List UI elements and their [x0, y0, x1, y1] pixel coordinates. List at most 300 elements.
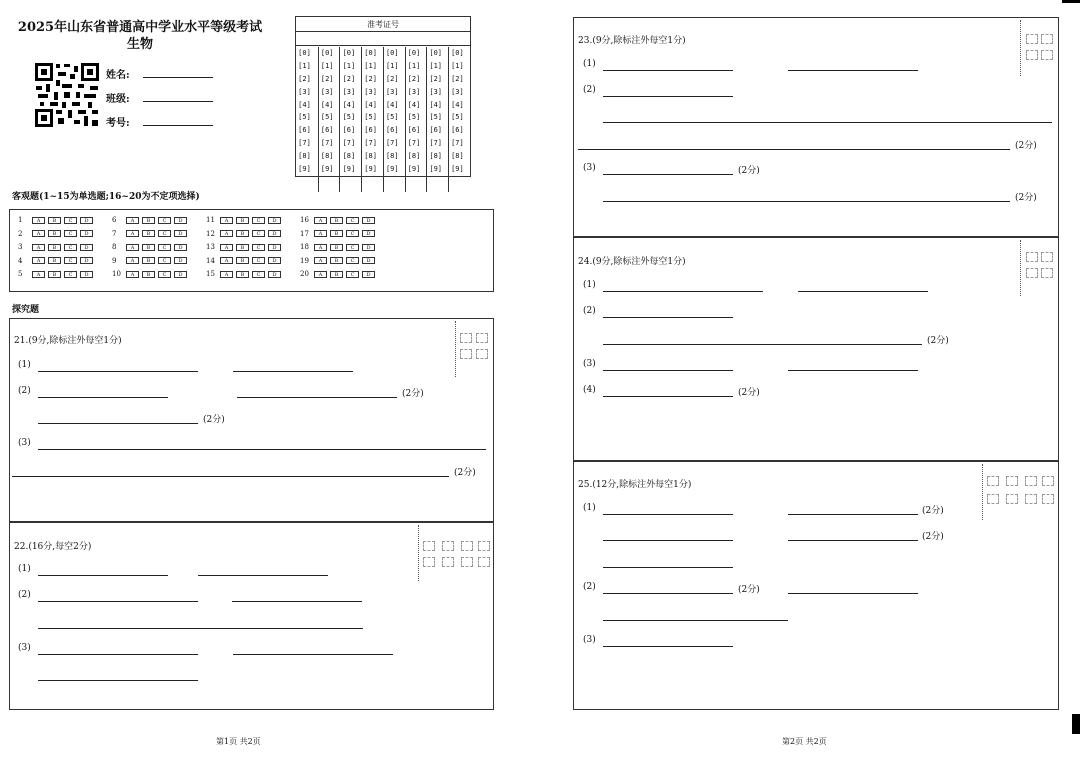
objective-question	[206, 243, 284, 251]
option-bubble[interactable]: D	[362, 244, 375, 251]
exam-number-digit-bubble[interactable]: [1]	[385, 61, 399, 70]
exam-number-digit-bubble[interactable]: [9]	[298, 165, 311, 174]
q22-answer-3a[interactable]	[38, 654, 198, 655]
option-bubble[interactable]: D	[268, 230, 281, 237]
option-bubble[interactable]: A	[314, 230, 327, 237]
objective-header: 客观题(1~15为单选题;16~20为不定项选择)	[12, 192, 200, 202]
exam-number-digit-bubble[interactable]: [2]	[429, 74, 443, 83]
exam-number-digit-bubble[interactable]: [6]	[429, 126, 443, 135]
objective-question-number: 17	[300, 229, 309, 238]
q23-part1-label: (1)	[583, 59, 596, 69]
exam-number-digit-bubble[interactable]: [3]	[451, 87, 464, 96]
q23-answer-3a[interactable]	[603, 174, 733, 175]
objective-question-number: 18	[300, 243, 309, 251]
exam-number-digit-bubble[interactable]: [9]	[451, 165, 464, 174]
q24-points-4: (2分)	[738, 388, 760, 398]
exam-number-digit-bubble[interactable]: [5]	[298, 113, 311, 122]
q24-answer-3b[interactable]	[788, 370, 918, 371]
exam-number-digit-bubble[interactable]: [7]	[342, 139, 356, 148]
option-bubble[interactable]: C	[64, 257, 77, 264]
option-bubble[interactable]: C	[64, 217, 77, 224]
q25-answer-2b[interactable]	[788, 593, 918, 594]
q25-answer-2a[interactable]	[603, 593, 733, 594]
option-bubble[interactable]: C	[346, 217, 359, 224]
class-field[interactable]	[143, 101, 213, 102]
exam-number-digit-bubble[interactable]: [2]	[320, 74, 334, 83]
exam-number-digit-bubble[interactable]: [4]	[364, 100, 377, 109]
q22-answer-1a[interactable]	[38, 575, 168, 576]
objective-question-number: 5	[18, 270, 23, 278]
exam-number-digit-bubble[interactable]: [2]	[407, 74, 421, 83]
option-bubble[interactable]: A	[220, 230, 233, 237]
exam-number-digit-bubble[interactable]: [8]	[320, 152, 334, 161]
option-bubble[interactable]: C	[158, 271, 171, 278]
exam-number-digit-bubble[interactable]: [4]	[298, 100, 311, 109]
q23-points-3a: (2分)	[738, 166, 760, 176]
option-bubble[interactable]: C	[64, 244, 77, 251]
q22-part2-label: (2)	[18, 590, 31, 600]
exam-number-digit-bubble[interactable]: [5]	[320, 113, 334, 122]
exam-number-digit-bubble[interactable]: [2]	[364, 74, 377, 83]
option-bubble[interactable]: D	[80, 257, 93, 264]
option-bubble[interactable]: D	[174, 230, 187, 237]
exam-number-digit-bubble[interactable]: [2]	[451, 74, 464, 83]
objective-question	[300, 257, 378, 265]
exam-number-digit-bubble[interactable]: [6]	[407, 126, 421, 135]
objective-question-number: 1	[18, 216, 23, 224]
q25-answer-1b[interactable]	[788, 514, 918, 515]
q25-points-2a: (2分)	[738, 585, 760, 595]
class-label: 班级:	[106, 94, 130, 105]
exam-number-digit-bubble[interactable]: [3]	[342, 87, 356, 96]
q22-answer-1b[interactable]	[198, 575, 328, 576]
objective-answer-box	[9, 209, 494, 292]
exam-number-digit-bubble[interactable]: [8]	[298, 152, 311, 161]
option-bubble[interactable]: D	[80, 230, 93, 237]
option-bubble[interactable]: B	[330, 230, 343, 237]
objective-question-number: 6	[112, 216, 117, 224]
q21-answer-3b[interactable]	[12, 476, 449, 477]
q24-part2-label: (2)	[583, 306, 596, 316]
exam-number-digit-bubble[interactable]: [0]	[364, 49, 377, 57]
q24-answer-2b[interactable]	[603, 344, 922, 345]
q21-answer-2a[interactable]	[38, 397, 168, 398]
exam-number-digit-bubble[interactable]: [2]	[342, 74, 356, 83]
option-bubble[interactable]: C	[346, 257, 359, 264]
exam-number-digit-bubble[interactable]: [9]	[429, 165, 443, 174]
exam-number-digit-bubble[interactable]: [1]	[407, 61, 421, 70]
option-bubble[interactable]: D	[174, 257, 187, 264]
exam-number-digit-bubble[interactable]: [6]	[364, 126, 377, 135]
q21-part3-label: (3)	[18, 438, 31, 448]
option-bubble[interactable]: A	[314, 271, 327, 278]
exam-number-digit-bubble[interactable]: [1]	[342, 61, 356, 70]
q24-answer-4[interactable]	[603, 396, 733, 397]
exam-number-digit-bubble[interactable]: [7]	[364, 139, 377, 148]
option-bubble[interactable]: D	[174, 244, 187, 251]
objective-question-number: 15	[206, 270, 215, 278]
exam-number-digit-bubble[interactable]: [1]	[320, 61, 334, 70]
option-bubble[interactable]: B	[330, 217, 343, 224]
option-bubble[interactable]: D	[80, 217, 93, 224]
objective-question	[112, 216, 190, 224]
q21-points-2b: (2分)	[402, 389, 424, 399]
option-bubble[interactable]: C	[158, 217, 171, 224]
q24-answer-3a[interactable]	[603, 370, 733, 371]
option-bubble[interactable]: B	[142, 244, 155, 251]
exam-number-digit-bubble[interactable]: [8]	[451, 152, 464, 161]
exam-number-digit-bubble[interactable]: [0]	[298, 49, 311, 57]
exam-number-column	[361, 47, 379, 192]
q25-answer-1a[interactable]	[603, 514, 733, 515]
exam-number-digit-bubble[interactable]: [5]	[364, 113, 377, 122]
objective-question	[300, 230, 378, 238]
corner-mark	[1072, 714, 1080, 734]
q21-answer-3a[interactable]	[38, 449, 486, 450]
option-bubble[interactable]: B	[236, 244, 249, 251]
option-bubble[interactable]: C	[158, 257, 171, 264]
objective-question	[300, 270, 378, 278]
option-bubble[interactable]: B	[330, 244, 343, 251]
option-bubble[interactable]: A	[314, 244, 327, 251]
q25-points-1b: (2分)	[922, 506, 944, 516]
option-bubble[interactable]: B	[48, 257, 61, 264]
option-bubble[interactable]: C	[158, 244, 171, 251]
exam-number-digit-bubble[interactable]: [0]	[451, 49, 464, 57]
option-bubble[interactable]: D	[268, 257, 281, 264]
option-bubble[interactable]: B	[330, 271, 343, 278]
exam-number-digit-bubble[interactable]: [9]	[320, 165, 334, 174]
q25-answer-1d[interactable]	[788, 540, 918, 541]
q23-answer-2c[interactable]	[578, 149, 1010, 150]
q25-part1-label: (1)	[583, 503, 596, 513]
option-bubble[interactable]: B	[48, 217, 61, 224]
exam-number-digit-bubble[interactable]: [9]	[342, 165, 356, 174]
exam-number-digit-bubble[interactable]: [6]	[342, 126, 356, 135]
exam-number-digit-bubble[interactable]: [5]	[451, 113, 464, 122]
exam-number-digit-bubble[interactable]: [4]	[385, 100, 399, 109]
q25-answer-2c[interactable]	[603, 620, 788, 621]
q24-part1-label: (1)	[583, 280, 596, 290]
objective-question	[300, 243, 378, 251]
exam-number-digit-bubble[interactable]: [8]	[364, 152, 377, 161]
exam-number-digit-bubble[interactable]: [4]	[407, 100, 421, 109]
exam-number-digit-bubble[interactable]: [0]	[320, 49, 334, 57]
option-bubble[interactable]: A	[32, 244, 45, 251]
exam-number-digit-bubble[interactable]: [7]	[429, 139, 443, 148]
objective-question	[206, 270, 284, 278]
q22-answer-3b[interactable]	[233, 654, 393, 655]
q22-answer-2b[interactable]	[232, 601, 362, 602]
q21-answer-1a[interactable]	[38, 371, 198, 372]
inquiry-header: 探究题	[12, 305, 40, 315]
student-number-field[interactable]	[143, 125, 213, 126]
name-label: 姓名:	[106, 70, 130, 81]
exam-number-digit-bubble[interactable]: [9]	[385, 165, 399, 174]
exam-number-digit-bubble[interactable]: [2]	[385, 74, 399, 83]
q23-part3-label: (3)	[583, 163, 596, 173]
q21-answer-1b[interactable]	[233, 371, 353, 372]
option-bubble[interactable]: C	[64, 271, 77, 278]
q22-answer-3c[interactable]	[38, 680, 198, 681]
exam-number-digit-bubble[interactable]: [6]	[451, 126, 464, 135]
exam-number-digit-bubble[interactable]: [3]	[364, 87, 377, 96]
exam-number-digit-bubble[interactable]: [3]	[429, 87, 443, 96]
exam-number-digit-bubble[interactable]: [7]	[320, 139, 334, 148]
option-bubble[interactable]: B	[142, 230, 155, 237]
q22-answer-2c[interactable]	[38, 628, 363, 629]
option-bubble[interactable]: D	[268, 217, 281, 224]
corner-mark	[1062, 0, 1080, 3]
exam-number-digit-bubble[interactable]: [9]	[407, 165, 421, 174]
exam-number-digit-bubble[interactable]: [3]	[407, 87, 421, 96]
qr-code-icon	[34, 62, 100, 128]
q21-box	[9, 318, 494, 522]
option-bubble[interactable]: B	[236, 257, 249, 264]
objective-question-number: 12	[206, 229, 215, 238]
option-bubble[interactable]: A	[126, 217, 139, 224]
option-bubble[interactable]: A	[32, 230, 45, 237]
q23-answer-2b[interactable]	[603, 122, 1052, 123]
option-bubble[interactable]: A	[126, 244, 139, 251]
exam-number-digit-bubble[interactable]: [8]	[385, 152, 399, 161]
option-bubble[interactable]: B	[236, 230, 249, 237]
exam-number-digit-bubble[interactable]: [7]	[407, 139, 421, 148]
exam-title: 2025年山东省普通高中学业水平等级考试	[17, 20, 263, 35]
option-bubble[interactable]: D	[362, 217, 375, 224]
exam-number-digit-bubble[interactable]: [8]	[342, 152, 356, 161]
objective-question-number: 14	[206, 256, 215, 265]
option-bubble[interactable]: B	[142, 257, 155, 264]
q23-points-2: (2分)	[1015, 141, 1037, 151]
exam-number-digit-bubble[interactable]: [5]	[407, 113, 421, 122]
option-bubble[interactable]: D	[174, 271, 187, 278]
objective-question-number: 13	[206, 243, 215, 251]
exam-number-digit-bubble[interactable]: [6]	[320, 126, 334, 135]
option-bubble[interactable]: D	[80, 244, 93, 251]
option-bubble[interactable]: D	[362, 271, 375, 278]
option-bubble[interactable]: A	[220, 271, 233, 278]
option-bubble[interactable]: A	[32, 271, 45, 278]
exam-number-digit-bubble[interactable]: [3]	[298, 87, 311, 96]
option-bubble[interactable]: D	[174, 217, 187, 224]
q25-answer-1e[interactable]	[603, 567, 733, 568]
q21-part2-label: (2)	[18, 386, 31, 396]
objective-question-number: 10	[112, 270, 121, 278]
option-bubble[interactable]: B	[142, 217, 155, 224]
q22-part3-label: (3)	[18, 643, 31, 653]
page1-footer: 第1页 共2页	[216, 737, 261, 746]
q24-box	[573, 237, 1059, 461]
exam-number-digit-bubble[interactable]: [7]	[451, 139, 464, 148]
objective-question	[112, 270, 190, 278]
exam-number-digit-bubble[interactable]: [1]	[429, 61, 443, 70]
q24-answer-1b[interactable]	[798, 291, 928, 292]
option-bubble[interactable]: A	[32, 257, 45, 264]
q24-points-2: (2分)	[927, 336, 949, 346]
option-bubble[interactable]: C	[252, 257, 265, 264]
option-bubble[interactable]: A	[220, 244, 233, 251]
q24-answer-2a[interactable]	[603, 317, 733, 318]
q21-answer-2c[interactable]	[38, 423, 198, 424]
q23-answer-3b[interactable]	[603, 201, 1010, 202]
exam-number-digit-bubble[interactable]: [1]	[451, 61, 464, 70]
q25-title: 25.(12分,除标注外每空1分)	[578, 480, 692, 490]
objective-question	[18, 243, 96, 251]
option-bubble[interactable]: D	[80, 271, 93, 278]
q23-answer-1b[interactable]	[788, 70, 918, 71]
exam-number-digit-bubble[interactable]: [0]	[342, 49, 356, 57]
exam-number-column	[448, 47, 466, 192]
exam-number-digit-bubble[interactable]: [5]	[342, 113, 356, 122]
q23-part2-label: (2)	[583, 85, 596, 95]
exam-number-digit-bubble[interactable]: [6]	[385, 126, 399, 135]
exam-number-digit-bubble[interactable]: [3]	[320, 87, 334, 96]
option-bubble[interactable]: B	[48, 271, 61, 278]
option-bubble[interactable]: C	[64, 230, 77, 237]
objective-question	[18, 257, 96, 265]
option-bubble[interactable]: B	[330, 257, 343, 264]
objective-question-number: 20	[300, 270, 309, 278]
q21-points-2c: (2分)	[203, 415, 225, 425]
objective-question-number: 3	[18, 243, 23, 251]
option-bubble[interactable]: B	[236, 271, 249, 278]
option-bubble[interactable]: C	[346, 271, 359, 278]
page2-footer: 第2页 共2页	[782, 737, 827, 746]
exam-number-digit-bubble[interactable]: [7]	[298, 139, 311, 148]
option-bubble[interactable]: D	[268, 271, 281, 278]
q25-points-1d: (2分)	[922, 532, 944, 542]
exam-number-digit-bubble[interactable]: [5]	[429, 113, 443, 122]
exam-number-column	[405, 47, 423, 192]
exam-subject: 生物	[126, 37, 153, 52]
option-bubble[interactable]: C	[252, 271, 265, 278]
objective-question-number: 11	[206, 216, 215, 224]
objective-question	[18, 216, 96, 224]
option-bubble[interactable]: C	[252, 217, 265, 224]
option-bubble[interactable]: B	[48, 230, 61, 237]
exam-number-digit-bubble[interactable]: [8]	[429, 152, 443, 161]
exam-number-digit-bubble[interactable]: [3]	[385, 87, 399, 96]
option-bubble[interactable]: B	[142, 271, 155, 278]
exam-number-digit-bubble[interactable]: [7]	[385, 139, 399, 148]
objective-question-number: 7	[112, 229, 117, 238]
exam-number-digit-bubble[interactable]: [0]	[429, 49, 443, 57]
q24-part4-label: (4)	[583, 385, 596, 395]
exam-number-digit-bubble[interactable]: [4]	[451, 100, 464, 109]
objective-question-number: 16	[300, 216, 309, 224]
option-bubble[interactable]: C	[346, 230, 359, 237]
q22-part1-label: (1)	[18, 564, 31, 574]
exam-number-digit-bubble[interactable]: [0]	[385, 49, 399, 57]
option-bubble[interactable]: B	[48, 244, 61, 251]
name-field[interactable]	[143, 77, 213, 78]
option-bubble[interactable]: D	[362, 230, 375, 237]
exam-number-grid	[295, 16, 471, 177]
objective-question-number: 9	[112, 256, 117, 265]
exam-number-column	[296, 47, 313, 192]
option-bubble[interactable]: A	[32, 217, 45, 224]
q23-title: 23.(9分,除标注外每空1分)	[578, 36, 686, 46]
objective-question	[112, 257, 190, 265]
option-bubble[interactable]: C	[252, 230, 265, 237]
exam-number-column	[426, 47, 444, 192]
q25-answer-1c[interactable]	[603, 540, 733, 541]
q22-title: 22.(16分,每空2分)	[14, 542, 92, 552]
student-number-label: 考号:	[106, 118, 130, 129]
exam-number-digit-bubble[interactable]: [0]	[407, 49, 421, 57]
option-bubble[interactable]: A	[126, 271, 139, 278]
option-bubble[interactable]: B	[236, 217, 249, 224]
q24-answer-1a[interactable]	[603, 291, 763, 292]
q25-answer-3[interactable]	[603, 646, 733, 647]
exam-number-digit-bubble[interactable]: [5]	[385, 113, 399, 122]
exam-number-column	[339, 47, 357, 192]
q21-points-3: (2分)	[454, 468, 476, 478]
objective-question-number: 19	[300, 256, 309, 265]
objective-question	[18, 270, 96, 278]
objective-question	[112, 230, 190, 238]
option-bubble[interactable]: C	[158, 230, 171, 237]
exam-number-column	[318, 47, 336, 192]
exam-number-digit-bubble[interactable]: [1]	[298, 61, 311, 70]
option-bubble[interactable]: C	[252, 244, 265, 251]
objective-question-number: 2	[18, 229, 23, 238]
objective-question	[206, 230, 284, 238]
exam-number-column	[383, 47, 401, 192]
objective-question-number: 8	[112, 243, 117, 251]
q24-title: 24.(9分,除标注外每空1分)	[578, 257, 686, 267]
q23-answer-2a[interactable]	[603, 96, 733, 97]
exam-number-digit-bubble[interactable]: [8]	[407, 152, 421, 161]
option-bubble[interactable]: A	[126, 257, 139, 264]
q23-answer-1a[interactable]	[603, 70, 733, 71]
exam-number-digit-bubble[interactable]: [6]	[298, 126, 311, 135]
option-bubble[interactable]: A	[220, 217, 233, 224]
objective-question	[206, 216, 284, 224]
objective-question	[18, 230, 96, 238]
q24-part3-label: (3)	[583, 359, 596, 369]
q21-part1-label: (1)	[18, 360, 31, 370]
q25-part2-label: (2)	[583, 582, 596, 592]
option-bubble[interactable]: D	[362, 257, 375, 264]
q25-part3-label: (3)	[583, 635, 596, 645]
option-bubble[interactable]: A	[220, 257, 233, 264]
option-bubble[interactable]: D	[268, 244, 281, 251]
objective-question	[112, 243, 190, 251]
exam-number-digit-bubble[interactable]: [1]	[364, 61, 377, 70]
exam-number-digit-bubble[interactable]: [4]	[320, 100, 334, 109]
exam-number-digit-bubble[interactable]: [4]	[342, 100, 356, 109]
q21-answer-2b[interactable]	[237, 397, 397, 398]
exam-number-header: 准考证号	[367, 20, 399, 29]
objective-question	[300, 216, 378, 224]
q23-points-3b: (2分)	[1015, 193, 1037, 203]
option-bubble[interactable]: C	[346, 244, 359, 251]
exam-number-digit-bubble[interactable]: [9]	[364, 165, 377, 174]
exam-number-digit-bubble[interactable]: [4]	[429, 100, 443, 109]
q25-box	[573, 461, 1059, 710]
option-bubble[interactable]: A	[314, 257, 327, 264]
exam-number-digit-bubble[interactable]: [2]	[298, 74, 311, 83]
q21-title: 21.(9分,除标注外每空1分)	[14, 336, 122, 346]
objective-question	[206, 257, 284, 265]
objective-question-number: 4	[18, 256, 23, 265]
option-bubble[interactable]: A	[314, 217, 327, 224]
q22-answer-2a[interactable]	[38, 601, 198, 602]
option-bubble[interactable]: A	[126, 230, 139, 237]
q23-box	[573, 17, 1059, 237]
